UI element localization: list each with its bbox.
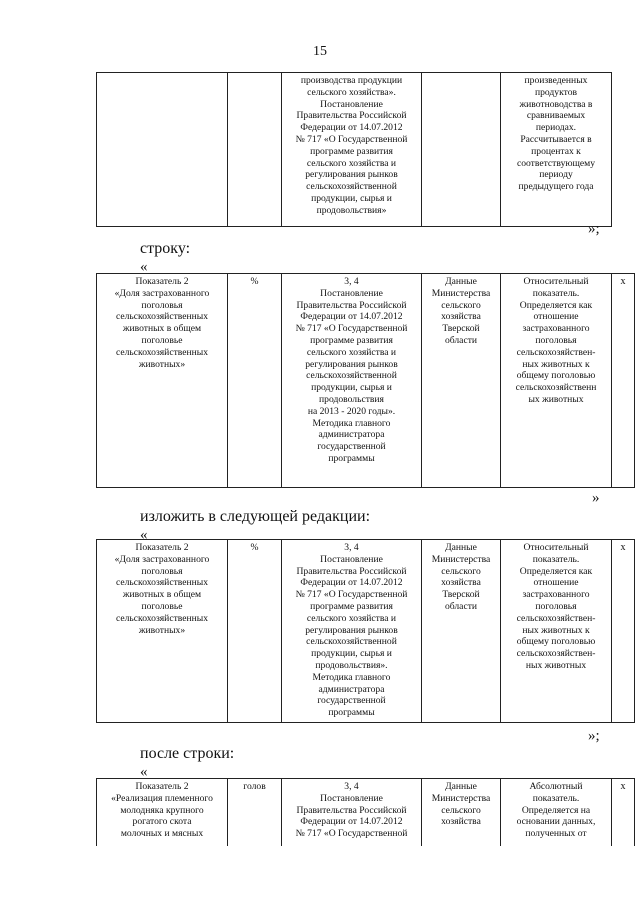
cell-text-line: процентах к xyxy=(531,145,581,157)
cell-text-line: Данные xyxy=(445,276,477,287)
cell-indicator xyxy=(97,540,228,723)
cell-text-line: Правительства Российской xyxy=(296,110,407,122)
cell-text-line: общему поголовью xyxy=(516,636,596,648)
table-continuation xyxy=(96,72,634,227)
cell-text-line: программе развития xyxy=(310,334,393,346)
cell-text-line: 3, 4 xyxy=(344,781,359,792)
cell-source xyxy=(422,779,501,847)
cell-text-line: Тверской xyxy=(442,323,480,335)
cell-source xyxy=(422,540,501,723)
cell-text-line: ных животных xyxy=(525,659,587,671)
cell-text-line: показатель. xyxy=(532,287,580,299)
cell-text-line: № 717 «О Государственной xyxy=(295,589,408,601)
table-row xyxy=(97,73,635,227)
cell-text-line: № 717 «О Государственной xyxy=(295,828,408,840)
cell-text-line: ных животных к xyxy=(522,624,590,636)
cell-text-line: Постановление xyxy=(320,287,383,299)
cell-text-line: хозяйства xyxy=(441,577,481,589)
cell-text-line: произведенных xyxy=(524,75,588,86)
cell-text-line: молодняка крупного xyxy=(120,804,204,816)
cell-text-line: Определяется на xyxy=(521,804,591,816)
cell-text-line: Постановление xyxy=(320,98,383,110)
cell-text-line: сельскохозяйственной xyxy=(306,181,397,193)
cell-text-line: сельскохозяйственных xyxy=(115,346,209,358)
cell-text-line: 3, 4 xyxy=(344,542,359,553)
cell-text-line: сельскохозяйственных xyxy=(115,577,209,589)
cell-text-line: 3, 4 xyxy=(344,276,359,287)
cell-text-line: периоду xyxy=(539,169,573,181)
cell-text-line: поголовья xyxy=(141,299,183,311)
cell-text-line: поголовья xyxy=(141,565,183,577)
cell-text-line: Тверской xyxy=(442,589,480,601)
cell-text-line: показатель. xyxy=(532,553,580,565)
cell-text-line: продукции, сырья и xyxy=(311,382,392,394)
cell-text-line: Определяется как xyxy=(519,299,593,311)
cell-x xyxy=(612,73,635,227)
cell-text-line: сельскохозяйствен- xyxy=(516,346,596,358)
cell-text-line: сельскохозяйствен- xyxy=(516,648,596,660)
cell-text-line: продовольствия». xyxy=(315,659,388,671)
cell-x: x xyxy=(612,274,635,488)
cell-legal-basis xyxy=(282,779,422,847)
cell-text-line: сельского xyxy=(441,565,481,577)
cell-text-line: Министерства xyxy=(431,553,491,565)
cell-text-line: Методика главного xyxy=(312,417,391,429)
cell-text-line: регулирования рынков xyxy=(305,169,398,181)
cell-text-line: животных в общем xyxy=(122,589,202,601)
cell-text-line: хозяйства xyxy=(441,311,481,323)
cell-text-line: «Доля застрахованного xyxy=(114,287,210,299)
cell-text-line: сельского xyxy=(441,804,481,816)
cell-indicator xyxy=(97,73,228,227)
closing-quote: »; xyxy=(588,221,600,237)
table-original-row xyxy=(96,273,635,488)
cell-text-line: молочных и мясных xyxy=(120,828,204,840)
cell-text-line: «Доля застрахованного xyxy=(114,553,210,565)
cell-text-line: ных животных к xyxy=(522,358,590,370)
cell-text-line: Относительный xyxy=(523,542,589,553)
cell-text-line: продовольствия xyxy=(319,393,384,405)
cell-text-line: сельского xyxy=(441,299,481,311)
cell-text-line: хозяйства xyxy=(441,816,481,828)
cell-text-line: администратора xyxy=(318,683,385,695)
table-row xyxy=(97,274,635,488)
cell-text-line: «Реализация племенного xyxy=(111,792,213,804)
cell-text-line: предыдущего года xyxy=(518,181,594,193)
cell-text-line: государственной xyxy=(317,441,386,453)
cell-text-line: поголовье xyxy=(141,600,183,612)
cell-text-line: Определяется как xyxy=(519,565,593,577)
cell-text-line: сельского хозяйства». xyxy=(307,86,396,98)
cell-unit xyxy=(228,73,282,227)
table-after-row xyxy=(96,778,635,846)
opening-quote: « xyxy=(140,764,148,780)
section-label: изложить в следующей редакции: xyxy=(140,508,371,525)
cell-text-line: регулирования рынков xyxy=(305,624,398,636)
cell-text-line: Данные xyxy=(445,781,477,792)
cell-text-line: Рассчитывается в xyxy=(520,133,592,145)
cell-x: x xyxy=(612,779,635,847)
cell-text-line: Постановление xyxy=(320,553,383,565)
cell-text-line: программы xyxy=(328,452,375,464)
cell-unit: % xyxy=(228,540,282,723)
table-row xyxy=(97,540,635,723)
page-number: 15 xyxy=(313,44,327,59)
cell-indicator xyxy=(97,274,228,488)
cell-text-line: продовольствия» xyxy=(316,204,387,216)
cell-method xyxy=(501,73,612,227)
cell-text-line: соответствующему xyxy=(516,157,596,169)
cell-text-line: поголовья xyxy=(535,334,577,346)
cell-source xyxy=(422,73,501,227)
cell-text-line: регулирования рынков xyxy=(305,358,398,370)
cell-text-line: ых животных xyxy=(528,393,584,405)
cell-text-line: Показатель 2 xyxy=(135,276,189,287)
cell-indicator xyxy=(97,779,228,847)
cell-text-line: Относительный xyxy=(523,276,589,287)
cell-text-line: застрахованного xyxy=(522,323,590,335)
cell-text-line: Абсолютный xyxy=(529,781,583,792)
cell-text-line: администратора xyxy=(318,429,385,441)
cell-text-line: Постановление xyxy=(320,792,383,804)
cell-text-line: продукции, сырья и xyxy=(311,648,392,660)
cell-text-line: рогатого скота xyxy=(132,816,192,828)
cell-text-line: сельского хозяйства и xyxy=(306,157,397,169)
closing-quote: » xyxy=(592,490,600,506)
cell-text-line: сельского хозяйства и xyxy=(306,346,397,358)
cell-text-line: животных в общем xyxy=(122,323,202,335)
cell-text-line: программы xyxy=(328,707,375,719)
cell-x: x xyxy=(612,540,635,723)
cell-text-line: сельскохозяйственных xyxy=(115,311,209,323)
cell-text-line: продуктов xyxy=(534,86,578,98)
cell-text-line: Показатель 2 xyxy=(135,542,189,553)
cell-text-line: Министерства xyxy=(431,792,491,804)
closing-quote: »; xyxy=(588,728,600,744)
cell-text-line: животных» xyxy=(138,358,186,370)
table-row xyxy=(97,779,635,847)
cell-text-line: Методика главного xyxy=(312,671,391,683)
cell-text-line: полученных от xyxy=(525,828,587,840)
cell-text-line: области xyxy=(444,600,478,612)
cell-text-line: сельскохозяйствен- xyxy=(516,612,596,624)
cell-text-line: программе развития xyxy=(310,600,393,612)
cell-text-line: отношение xyxy=(533,577,579,589)
section-label: после строки: xyxy=(140,745,235,762)
cell-text-line: № 717 «О Государственной xyxy=(295,133,408,145)
cell-text-line: производства продукции xyxy=(300,75,403,86)
opening-quote: « xyxy=(140,259,148,275)
cell-method xyxy=(501,274,612,488)
cell-text-line: Правительства Российской xyxy=(296,565,407,577)
cell-text-line: сельскохозяйственной xyxy=(306,370,397,382)
cell-unit: голов xyxy=(228,779,282,847)
cell-text-line: Показатель 2 xyxy=(135,781,189,792)
cell-text-line: животноводства в xyxy=(519,98,593,110)
table-new-row xyxy=(96,539,635,723)
cell-legal-basis xyxy=(282,274,422,488)
cell-method xyxy=(501,779,612,847)
cell-legal-basis xyxy=(282,540,422,723)
cell-text-line: отношение xyxy=(533,311,579,323)
cell-text-line: Федерации от 14.07.2012 xyxy=(300,122,403,134)
cell-text-line: области xyxy=(444,334,478,346)
cell-text-line: сельскохозяйственн xyxy=(515,382,597,394)
cell-text-line: на 2013 - 2020 годы». xyxy=(307,405,396,417)
cell-text-line: Правительства Российской xyxy=(296,804,407,816)
cell-text-line: сельскохозяйственной xyxy=(306,636,397,648)
opening-quote: « xyxy=(140,527,148,543)
section-label: строку: xyxy=(140,240,191,257)
cell-text-line: Федерации от 14.07.2012 xyxy=(300,577,403,589)
cell-text-line: показатель. xyxy=(532,792,580,804)
cell-text-line: поголовье xyxy=(141,334,183,346)
cell-text-line: Правительства Российской xyxy=(296,299,407,311)
cell-text-line: основании данных, xyxy=(516,816,596,828)
cell-legal-basis xyxy=(282,73,422,227)
cell-text-line: Федерации от 14.07.2012 xyxy=(300,311,403,323)
cell-text-line: сельскохозяйственных xyxy=(115,612,209,624)
cell-source xyxy=(422,274,501,488)
cell-text-line: Министерства xyxy=(431,287,491,299)
cell-text-line: сельского хозяйства и xyxy=(306,612,397,624)
cell-text-line: поголовья xyxy=(535,600,577,612)
cell-text-line: продукции, сырья и xyxy=(311,192,392,204)
cell-text-line: общему поголовью xyxy=(516,370,596,382)
cell-text-line: № 717 «О Государственной xyxy=(295,323,408,335)
cell-text-line: застрахованного xyxy=(522,589,590,601)
cell-text-line: государственной xyxy=(317,695,386,707)
cell-text-line: сравниваемых xyxy=(526,110,586,122)
cell-text-line: программе развития xyxy=(310,145,393,157)
cell-method xyxy=(501,540,612,723)
cell-text-line: Данные xyxy=(445,542,477,553)
cell-unit: % xyxy=(228,274,282,488)
cell-text-line: животных» xyxy=(138,624,186,636)
cell-text-line: периодах. xyxy=(535,122,577,134)
cell-text-line: Федерации от 14.07.2012 xyxy=(300,816,403,828)
